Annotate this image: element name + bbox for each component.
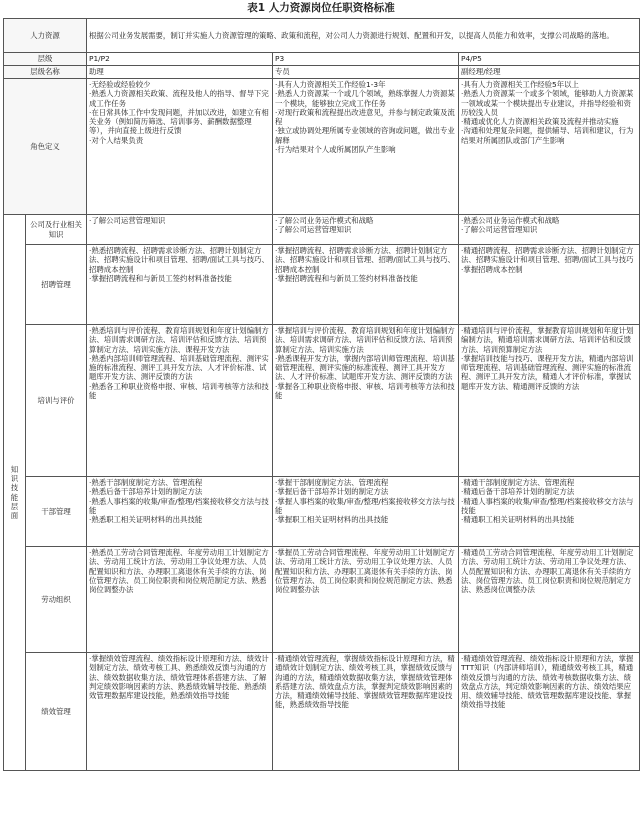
level-cell: P3	[273, 53, 459, 66]
cell-line: ·掌握招聘流程和与新员工签约材料准备技能	[275, 273, 418, 283]
cell-line: ·沟通和处理复杂问题，提供辅导、培训和建议，行为结果对所属团队或部门产生影响	[461, 126, 634, 145]
section-cell	[459, 477, 640, 547]
level-name-row	[4, 66, 640, 79]
role-cell	[273, 79, 459, 215]
cell-line: ·熟悉内部培训师管理流程、培训基础管理流程、测评实施的标准流程、测评工具开发方法、人才评价标准、试题库开发方法、测评反馈的方法	[89, 353, 269, 382]
knowledge-skill-label	[4, 215, 26, 771]
cell-line: ·掌握绩效管理流程、绩效指标设计原理和方法、绩效计划制定方法、绩效考核工具、熟悉绩效反馈与沟通的方法、绩效数据收集方法、绩效管理体系搭建方法、了解判定绩效影响因素的方法、熟悉绩效辅导技能、熟悉绩效管理数据库建设技能，熟悉绩效指导技能	[89, 654, 269, 701]
cell-line: ·熟悉干部制度制定方法、管理流程	[89, 478, 203, 487]
cell-line: ·熟悉职工相关证明材料的出具技能	[89, 515, 203, 525]
cell-line: ·对现行政策和流程提出改进意见，并参与制定政策及流程	[275, 107, 455, 127]
cell-line: ·掌握职工相关证明材料的出具技能	[275, 515, 389, 525]
cell-line: ·对个人结果负责	[89, 135, 144, 145]
section-row-cadre	[4, 477, 640, 547]
cell-line: ·在日常具体工作中发现问题，并加以改进，如建立有相关业务（例如简历筛选、培训事务、薪酬数据整理等），并向直接上级进行反馈	[89, 107, 269, 136]
cell-line: ·熟悉人力资源某一个或几个领域，熟练掌握人力资源某一个模块，能够独立完成工作任务	[275, 89, 455, 108]
level-label: 层级	[4, 53, 87, 66]
section-label: 干部管理	[26, 477, 87, 547]
cell-line: ·熟悉后备干部培养计划的制定方法	[89, 487, 203, 497]
section-cell	[273, 547, 459, 653]
cell-line: ·熟悉课程开发方法，掌握内部培训师管理流程、培训基础管理流程、测评实施的标准流程、测评工具开发方法、人才评价标准、试题库开发方法、测评反馈的方法	[275, 353, 455, 382]
qualification-table	[3, 18, 640, 771]
cell-line: ·熟悉人力资源相关政策、流程及他人的指导、督导下完成工作任务	[89, 89, 269, 108]
section-row-training	[4, 325, 640, 477]
section-cell	[87, 653, 273, 771]
cell-line: ·精通或优化人力资源相关政策及流程并推动实施	[461, 117, 619, 127]
cell-line: ·熟悉人事档案的收集/审查/整理/档案接收移交方法与技能	[89, 496, 269, 515]
level-name-label: 层级名称	[4, 66, 87, 79]
cell-line: ·精通后备干部培养计划的制定方法	[461, 487, 575, 497]
cell-line: ·掌握各工种职业资格申报、审核、培训考核等方法和技能	[275, 381, 455, 401]
cell-line: ·精通绩效管理流程、绩效指标设计原理和方法，掌握TTT知识（内部讲师培训），精通绩效考核工具，精通绩效反馈与沟通的方法、绩效考核数据收集方法、绩效盘点方法，判定绩效影响因素的方法、绩效结果应用、绩效辅导技能、绩效管理数据库建设技能、掌握绩效指导技能	[461, 654, 634, 710]
level-name-cell: 专员	[273, 66, 459, 79]
cell-line: ·了解公司运营管理知识	[89, 216, 166, 225]
role-cell	[87, 79, 273, 215]
cell-line: ·精通绩效管理流程，掌握绩效指标设计原理和方法，精通绩效计划制定方法、绩效考核工具，掌握绩效反馈与沟通的方法，精通绩效数据收集方法，掌握绩效管理体系搭建方法、绩效盘点方法，掌握判定绩效影响因素的方法，精通绩效辅导技能、掌握绩效管理数据库建设技能，熟悉绩效指导技能	[275, 654, 455, 710]
section-cell	[459, 653, 640, 771]
cell-line: ·掌握培训与评价流程、教育培训规划和年度计划编制方法、培训需求调研方法、培训评估和反馈方法、培训预算制定方法、培训实施方法	[275, 326, 455, 354]
cell-line: ·精通干部制度制定方法、管理流程	[461, 478, 575, 487]
section-row-industry	[4, 215, 640, 245]
cell-line: ·掌握员工劳动合同管理流程、年度劳动用工计划制定方法、劳动用工统计方法、劳动用工争议处理方法、人员配置知识和方法、办理职工离退休有关手续的方法、岗位管理方法、员工岗位职责和岗位规范制定方法、熟悉岗位调整办法	[275, 548, 455, 595]
cell-line: ·熟悉公司业务运作模式和战略	[461, 216, 560, 225]
section-label: 招聘管理	[26, 245, 87, 325]
hr-row	[4, 19, 640, 53]
cell-line: ·掌握招聘流程、招聘需求诊断方法、招聘计划制定方法、招聘实施设计和项目管理、招聘/面试工具与技巧、招聘成本控制	[275, 246, 455, 274]
cell-line: ·了解公司运营管理知识	[275, 225, 352, 235]
section-cell	[87, 245, 273, 325]
section-cell	[87, 547, 273, 653]
level-cell: P1/P2	[87, 53, 273, 66]
section-cell	[87, 477, 273, 547]
cell-line: ·无经验或经验较少	[89, 80, 151, 89]
cell-line: ·行为结果对个人或所属团队产生影响	[275, 145, 396, 155]
section-cell	[273, 215, 459, 245]
section-row-labor	[4, 547, 640, 653]
section-cell	[87, 325, 273, 477]
level-cell: P4/P5	[459, 53, 640, 66]
cell-line: ·掌握招聘成本控制	[461, 264, 523, 274]
section-label: 劳动组织	[26, 547, 87, 653]
table-caption: 表1 人力资源岗位任职资格标准	[247, 2, 395, 14]
cell-line: ·掌握人事档案的收集/审查/整理/档案接收移交方法与技能	[275, 496, 455, 515]
cell-line: ·精通人事档案的收集/审查/整理/档案接收移交方法与技能	[461, 496, 634, 515]
cell-line: ·精通培训与评价流程，掌握教育培训规划和年度计划编制方法，精通培训需求调研方法、培训评估和反馈方法、培训预算制定方法	[461, 326, 634, 354]
cell-line: ·熟悉员工劳动合同管理流程、年度劳动用工计划制定方法、劳动用工统计方法、劳动用工争议处理方法、人员配置知识和方法、办理职工离退休有关手续的方法、岗位管理方法、员工岗位职责和岗位规范制定方法、熟悉岗位调整办法	[89, 548, 269, 595]
cell-line: ·熟悉人力资源某一个或多个领域，能够助人力资源某一领域或某一个模块提出专业建议，并指导经验和资历较浅人员	[461, 89, 634, 117]
cell-line: ·熟悉招聘流程、招聘需求诊断方法、招聘计划制定方法、招聘实施设计和项目管理、招聘/面试工具与技巧、招聘成本控制	[89, 246, 269, 274]
knowledge-skill-text: 知识技能层面	[10, 464, 19, 521]
level-row	[4, 53, 640, 66]
cell-line: ·具有人力资源相关工作经验5年以上	[461, 80, 579, 89]
section-cell	[459, 547, 640, 653]
section-cell	[459, 245, 640, 325]
cell-line: ·精通员工劳动合同管理流程、年度劳动用工计划制定方法、劳动用工统计方法、劳动用工争议处理方法、人员配置知识和方法、办理职工离退休有关手续的方法、岗位管理方法、员工岗位职责和岗位规范制定方法、熟悉岗位调整办法	[461, 548, 634, 595]
level-name-cell: 副经理/经理	[459, 66, 640, 79]
cell-line: ·熟悉各工种职业资格申报、审核、培训考核等方法和技能	[89, 381, 269, 401]
section-cell	[273, 477, 459, 547]
cell-line: ·熟悉培训与评价流程、教育培训规划和年度计划编制方法、培训需求调研方法、培训评估和反馈方法、培训预算制定方法、培训实施方法、课程开发方法	[89, 326, 269, 354]
role-label: 角色定义	[4, 79, 87, 215]
section-cell	[273, 653, 459, 771]
cell-line: ·独立或协调处理所属专业领域的咨询或问题，做出专业解释	[275, 126, 455, 145]
role-row	[4, 79, 640, 215]
section-row-performance	[4, 653, 640, 771]
hr-description: 根据公司业务发展需要，制订并实施人力资源管理的策略、政策和流程，对公司人力资源进行规划、配置和开发，以提高人员能力和效率，支撑公司战略的落地。	[87, 19, 640, 53]
cell-line: ·掌握干部制度制定方法、管理流程	[275, 478, 389, 487]
cell-line: ·掌握招聘流程和与新员工签约材料准备技能	[89, 273, 232, 283]
cell-line: ·具有人力资源相关工作经验1-3年	[275, 80, 386, 89]
section-cell	[273, 245, 459, 325]
level-name-cell: 助理	[87, 66, 273, 79]
section-cell	[87, 215, 273, 245]
section-cell	[459, 215, 640, 245]
cell-line: ·精通招聘流程、招聘需求诊断方法、招聘计划制定方法、招聘实施设计和项目管理、招聘/面试工具与技巧	[461, 246, 634, 265]
section-label: 绩效管理	[26, 653, 87, 771]
section-cell	[273, 325, 459, 477]
section-row-recruiting	[4, 245, 640, 325]
cell-line: ·精通职工相关证明材料的出具技能	[461, 515, 575, 525]
section-label: 公司及行业相关知识	[26, 215, 87, 245]
role-cell	[459, 79, 640, 215]
section-cell	[459, 325, 640, 477]
section-label: 培训与评价	[26, 325, 87, 477]
cell-line: ·掌握后备干部培养计划的制定方法	[275, 487, 389, 497]
hr-label: 人力资源	[4, 19, 87, 53]
cell-line: ·了解公司业务运作模式和战略	[275, 216, 374, 225]
cell-line: ·了解公司运营管理知识	[461, 225, 538, 235]
cell-line: ·掌握培训技能与技巧、课程开发方法，精通内部培训师管理流程、培训基础管理流程、测评实施的标准流程、测评工具开发方法，精通人才评价标准，掌握试题库开发方法、精通测评反馈的方法	[461, 353, 634, 391]
